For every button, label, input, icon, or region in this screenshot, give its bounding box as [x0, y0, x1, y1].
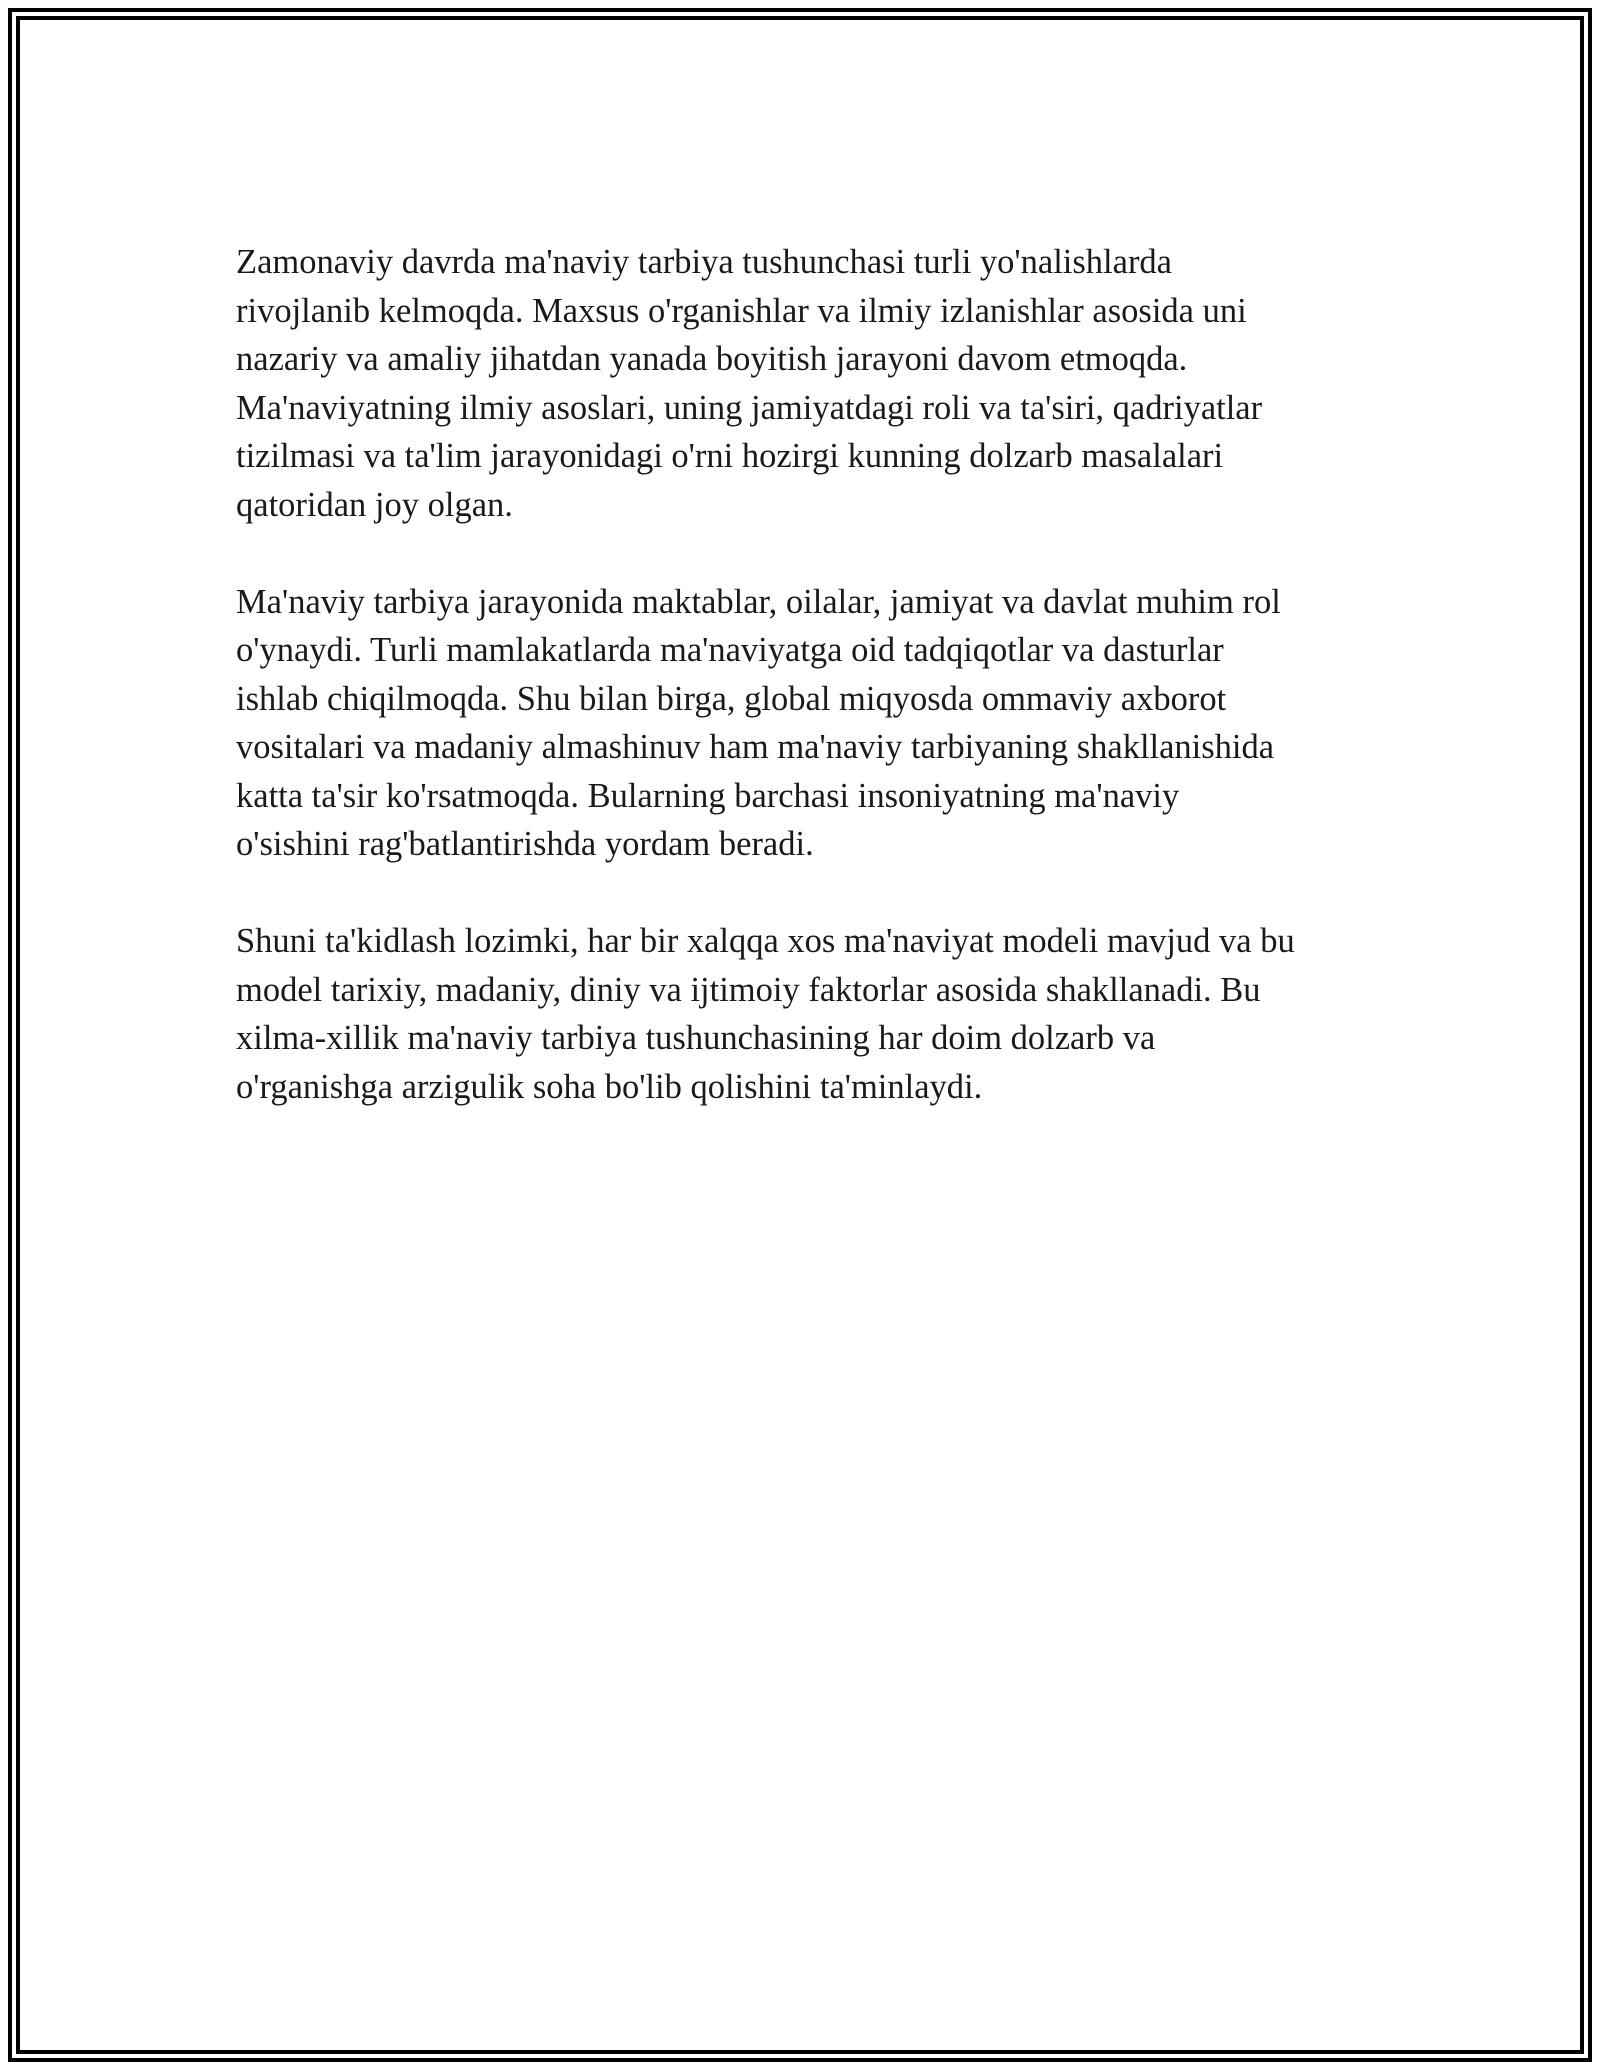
text-line: qatoridan joy olgan. — [236, 485, 513, 524]
text-line: o'ynaydi. Turli mamlakatlarda ma'naviyatga oid tadqiqotlar va dasturlar — [236, 631, 1224, 669]
paragraph-1 — [236, 238, 1366, 529]
paragraph-3 — [236, 917, 1366, 1111]
text-line: rivojlanib kelmoqda. Maxsus o'rganishlar va ilmiy izlanishlar asosida uni — [236, 291, 1247, 330]
text-line: Zamonaviy davrda ma'naviy tarbiya tushunchasi turli yo'nalishlarda — [236, 243, 1172, 281]
text-line: Shuni ta'kidlash lozimki, har bir xalqqa xos ma'naviyat modeli mavjud va bu — [236, 922, 1295, 960]
text-line: model tarixiy, madaniy, diniy va ijtimoiy faktorlar asosida shakllanadi. Bu — [236, 970, 1261, 1009]
text-line: vositalari va madaniy almashinuv ham ma'naviy tarbiyaning shakllanishida — [236, 728, 1275, 766]
text-line: katta ta'sir ko'rsatmoqda. Bularning barchasi insoniyatning ma'naviy — [236, 776, 1180, 815]
text-line: o'rganishga arzigulik soha bo'lib qolishini ta'minlaydi. — [236, 1067, 983, 1106]
text-line: xilma-xillik ma'naviy tarbiya tushunchasining har doim dolzarb va — [236, 1019, 1156, 1057]
text-line: ishlab chiqilmoqda. Shu bilan birga, global miqyosda ommaviy axborot — [236, 679, 1227, 718]
text-line: Ma'naviy tarbiya jarayonida maktablar, oilalar, jamiyat va davlat muhim rol — [236, 582, 1281, 621]
text-line: Ma'naviyatning ilmiy asoslari, uning jamiyatdagi roli va ta'siri, qadriyatlar — [236, 388, 1263, 427]
paragraph-2 — [236, 578, 1366, 869]
document-body — [236, 238, 1366, 1160]
text-line: nazariy va amaliy jihatdan yanada boyitish jarayoni davom etmoqda. — [236, 340, 1188, 378]
text-line: tizilmasi va ta'lim jarayonidagi o'rni hozirgi kunning dolzarb masalalari — [236, 437, 1224, 475]
text-line: o'sishini rag'batlantirishda yordam beradi. — [236, 825, 814, 863]
